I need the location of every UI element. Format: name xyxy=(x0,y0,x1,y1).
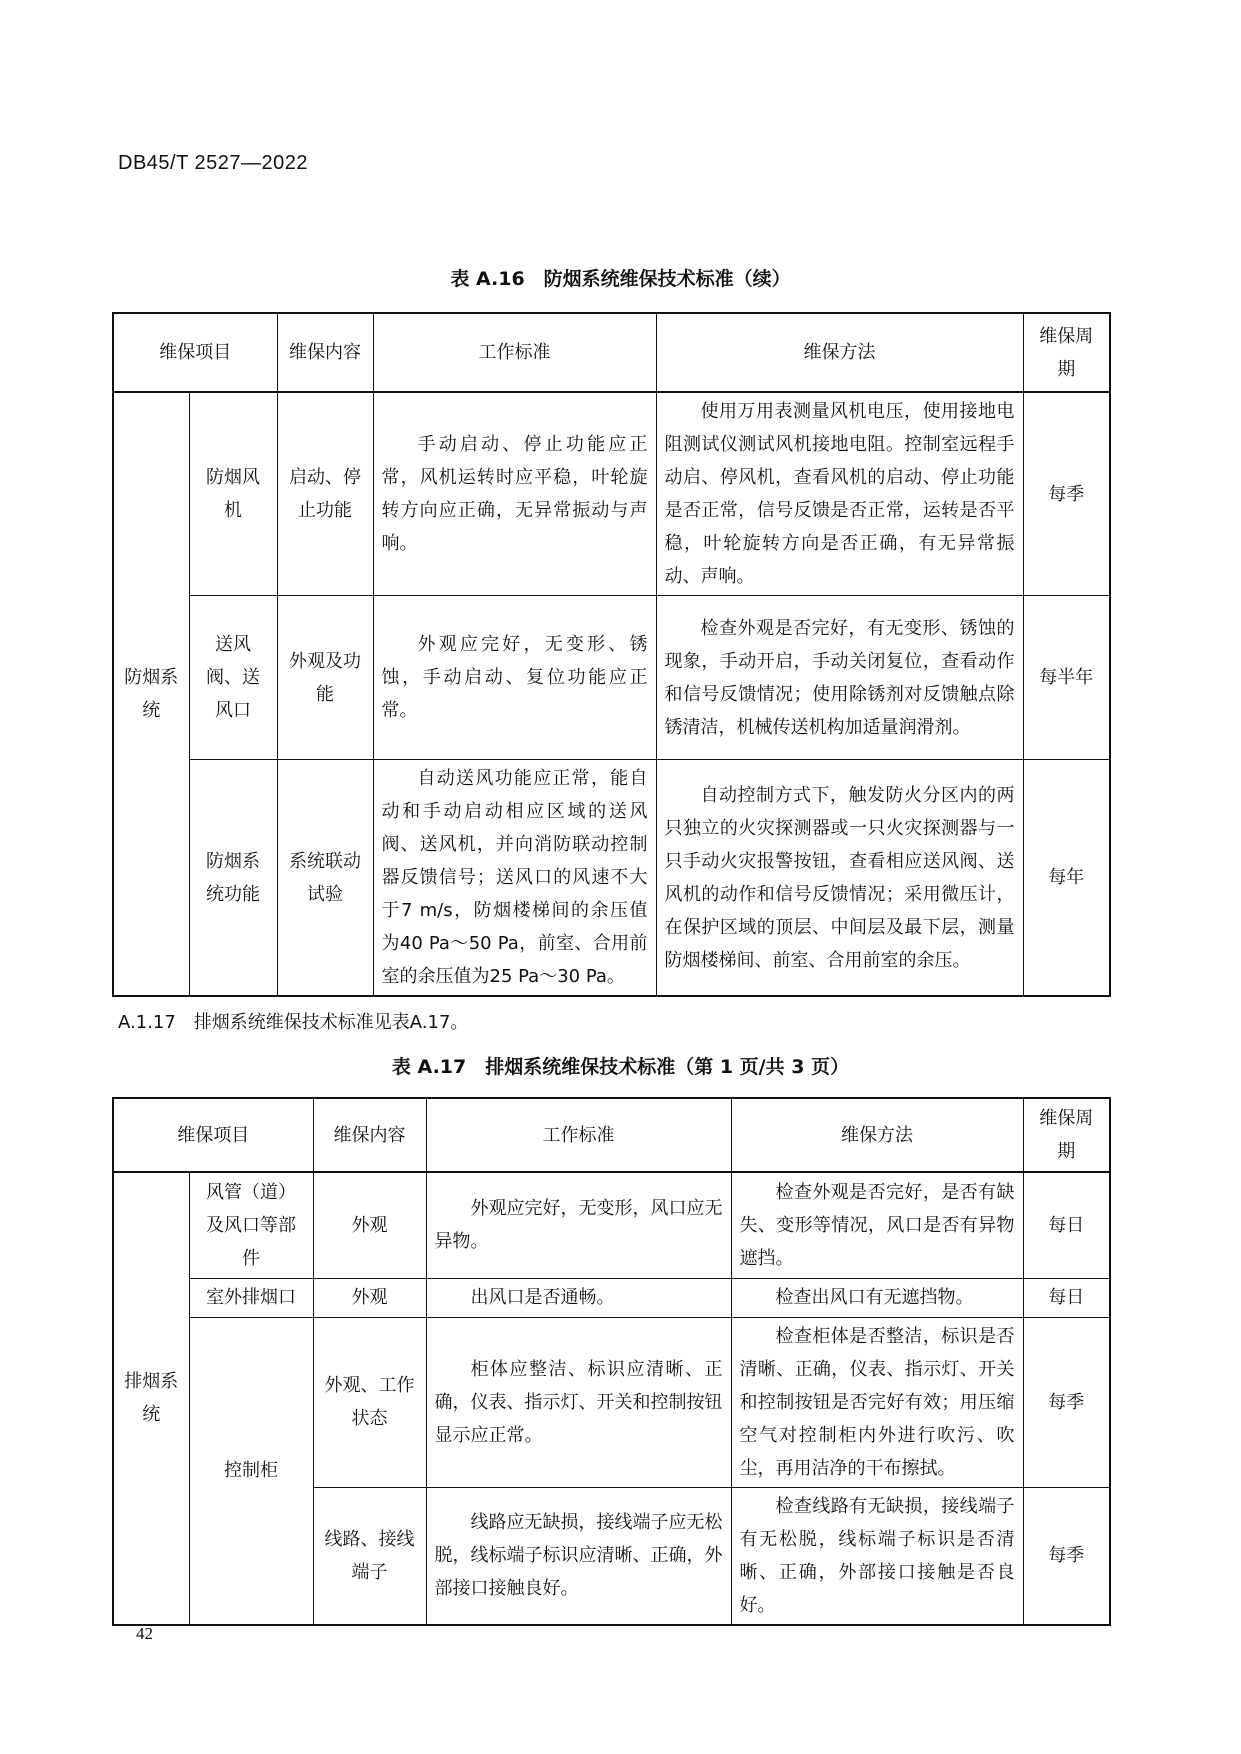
table-row xyxy=(113,392,1110,596)
content-cell: 外观及功能 xyxy=(277,596,373,760)
standard-cell: 手动启动、停止功能应正常，风机运转时应平稳，叶轮旋转方向应正确，无异常振动与声响。 xyxy=(373,392,656,596)
standard-cell: 柜体应整洁、标识应清晰、正确，仪表、指示灯、开关和控制按钮显示应正常。 xyxy=(426,1317,731,1487)
method-cell: 检查外观是否完好，有无变形、锈蚀的现象，手动开启，手动关闭复位，查看动作和信号反馈情况；使用除锈剂对反馈触点除锈清洁，机械传送机构加适量润滑剂。 xyxy=(656,596,1023,760)
content-cell: 系统联动试验 xyxy=(277,760,373,997)
standard-cell: 外观应完好，无变形，风口应无异物。 xyxy=(426,1172,731,1278)
item-cell: 室外排烟口 xyxy=(189,1278,313,1317)
table-row xyxy=(113,1172,1110,1278)
table-row xyxy=(113,1317,1110,1487)
period-cell: 每年 xyxy=(1023,760,1110,997)
document-id: DB45/T 2527—2022 xyxy=(118,152,308,174)
period-cell: 每季 xyxy=(1023,1317,1110,1487)
period-cell: 每日 xyxy=(1023,1278,1110,1317)
item-cell: 控制柜 xyxy=(189,1317,313,1625)
table-a17 xyxy=(112,1097,1111,1626)
method-cell: 使用万用表测量风机电压，使用接地电阻测试仪测试风机接地电阻。控制室远程手动启、停风机，查看风机的启动、停止功能是否正常，信号反馈是否正常，运转是否平稳，叶轮旋转方向是否正确，有无异常振动、声响。 xyxy=(656,392,1023,596)
period-cell: 每日 xyxy=(1023,1172,1110,1278)
page-number: 42 xyxy=(136,1624,153,1643)
content-cell: 线路、接线端子 xyxy=(313,1487,426,1625)
table-a16-caption: 表 A.16 防烟系统维保技术标准（续） xyxy=(450,268,791,290)
content-cell: 外观 xyxy=(313,1172,426,1278)
method-cell: 检查外观是否完好，是否有缺失、变形等情况，风口是否有异物遮挡。 xyxy=(731,1172,1023,1278)
table-row xyxy=(113,596,1110,760)
period-cell: 每半年 xyxy=(1023,596,1110,760)
item-cell: 防烟系统功能 xyxy=(189,760,277,997)
item-cell: 防烟风机 xyxy=(189,392,277,596)
header-method: 维保方法 xyxy=(656,313,1023,392)
header-period: 维保周期 xyxy=(1023,1098,1110,1172)
section-paragraph: A.1.17 排烟系统维保技术标准见表A.17。 xyxy=(118,1012,469,1033)
header-content: 维保内容 xyxy=(277,313,373,392)
table-row xyxy=(113,1278,1110,1317)
table-row xyxy=(113,760,1110,997)
content-cell: 启动、停止功能 xyxy=(277,392,373,596)
method-cell: 检查柜体是否整洁，标识是否清晰、正确，仪表、指示灯、开关和控制按钮是否完好有效；用压缩空气对控制柜内外进行吹污、吹尘，再用洁净的干布擦拭。 xyxy=(731,1317,1023,1487)
header-item: 维保项目 xyxy=(113,313,277,392)
item-cell: 风管（道）及风口等部件 xyxy=(189,1172,313,1278)
method-cell: 自动控制方式下，触发防火分区内的两只独立的火灾探测器或一只火灾探测器与一只手动火灾报警按钮，查看相应送风阀、送风机的动作和信号反馈情况；采用微压计，在保护区域的顶层、中间层及最下层，测量防烟楼梯间、前室、合用前室的余压。 xyxy=(656,760,1023,997)
standard-cell: 自动送风功能应正常，能自动和手动启动相应区域的送风阀、送风机，并向消防联动控制器反馈信号；送风口的风速不大于7 m/s，防烟楼梯间的余压值为40 Pa～50 Pa，前室、合用前室的余压值为25 Pa～30 Pa。 xyxy=(373,760,656,997)
header-period: 维保周期 xyxy=(1023,313,1110,392)
header-content: 维保内容 xyxy=(313,1098,426,1172)
item-cell: 送风阀、送风口 xyxy=(189,596,277,760)
method-cell: 检查出风口有无遮挡物。 xyxy=(731,1278,1023,1317)
period-cell: 每季 xyxy=(1023,1487,1110,1625)
header-method: 维保方法 xyxy=(731,1098,1023,1172)
standard-cell: 线路应无缺损，接线端子应无松脱，线标端子标识应清晰、正确，外部接口接触良好。 xyxy=(426,1487,731,1625)
standard-cell: 出风口是否通畅。 xyxy=(426,1278,731,1317)
content-cell: 外观 xyxy=(313,1278,426,1317)
header-standard: 工作标准 xyxy=(373,313,656,392)
header-item: 维保项目 xyxy=(113,1098,313,1172)
header-standard: 工作标准 xyxy=(426,1098,731,1172)
table-a17-caption: 表 A.17 排烟系统维保技术标准（第 1 页/共 3 页） xyxy=(391,1056,850,1078)
table-a16 xyxy=(112,312,1111,997)
group-cell: 防烟系统 xyxy=(113,392,189,996)
content-cell: 外观、工作状态 xyxy=(313,1317,426,1487)
group-cell: 排烟系统 xyxy=(113,1172,189,1625)
standard-cell: 外观应完好，无变形、锈蚀，手动启动、复位功能应正常。 xyxy=(373,596,656,760)
method-cell: 检查线路有无缺损，接线端子有无松脱，线标端子标识是否清晰、正确，外部接口接触是否良好。 xyxy=(731,1487,1023,1625)
period-cell: 每季 xyxy=(1023,392,1110,596)
